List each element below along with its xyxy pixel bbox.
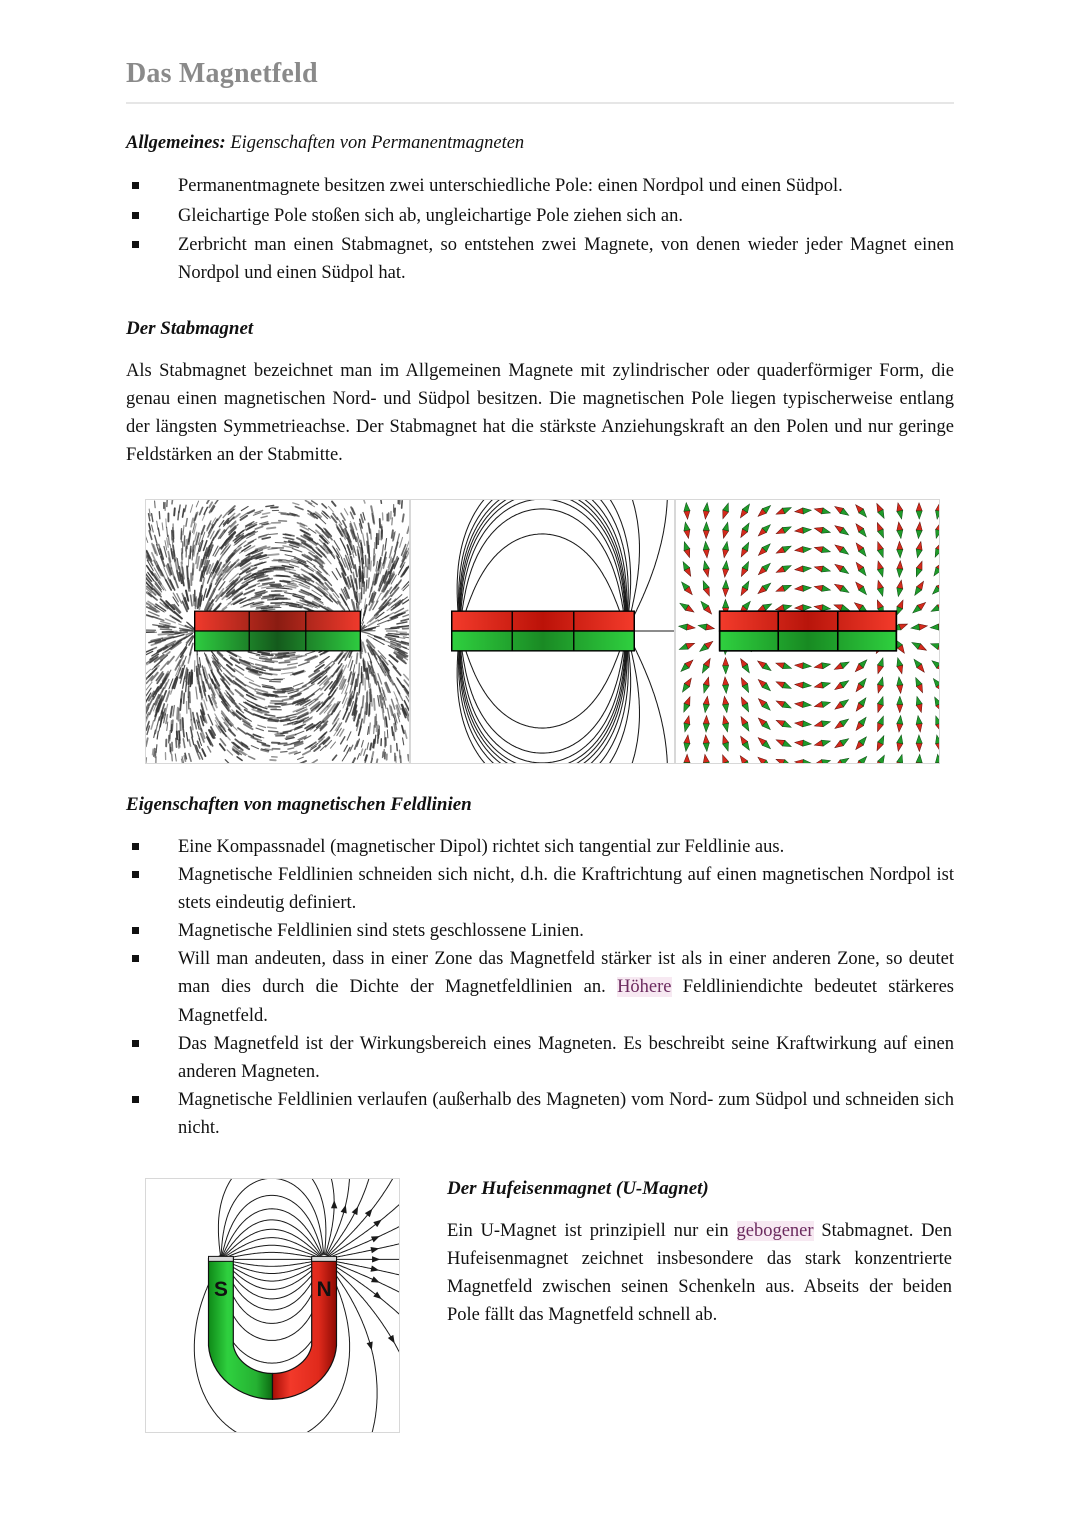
bullet-square-icon bbox=[132, 212, 139, 219]
list-item bbox=[126, 202, 954, 230]
text-run: Eine Kompassnadel (magnetischer Dipol) richtet sich tangential zur Feldlinie aus. bbox=[178, 836, 785, 857]
intro-bullet-list bbox=[126, 172, 954, 286]
figure-iron-filings bbox=[145, 499, 410, 764]
list-item-label: Gleichartige Pole stoßen sich ab, ungleichartige Pole ziehen sich an. bbox=[178, 205, 683, 226]
list-item bbox=[126, 172, 954, 200]
figure-compass-grid bbox=[675, 499, 940, 764]
horseshoe-label-north: N bbox=[316, 1278, 332, 1302]
list-item-label: Permanentmagnete besitzen zwei unterschiedliche Pole: einen Nordpol und einen Südpol. bbox=[178, 176, 843, 197]
bar-magnet-body bbox=[720, 611, 897, 651]
text-run: Stabmagnet. Den Hufeisenmagnet zeichnet insbesondere das stark konzentrierte Magnetfeld zwischen seinen Schenkeln aus. Abseits der beiden Pole fällt das Magnetfeld schnell ab. bbox=[447, 1220, 952, 1326]
text-run: Ein U-Magnet ist prinzipiell nur ein bbox=[447, 1220, 737, 1241]
text-run: Feldliniendichte bedeutet stärkeres Magnetfeld. bbox=[178, 977, 954, 1026]
list-item bbox=[126, 945, 954, 1029]
bullet-square-icon bbox=[132, 241, 139, 248]
hufeisen-paragraph bbox=[447, 1217, 952, 1329]
list-item bbox=[126, 1030, 954, 1086]
header-divider bbox=[126, 102, 954, 104]
bullet-square-icon bbox=[132, 843, 139, 850]
intro-lead-label: Allgemeines: bbox=[126, 133, 226, 154]
list-item-label: Zerbricht man einen Stabmagnet, so entstehen zwei Magnete, von denen wieder jeder Magnet einen Nordpol und einen Südpol hat. bbox=[178, 234, 954, 283]
horseshoe-label-south: S bbox=[213, 1278, 228, 1302]
text-run: Magnetische Feldlinien schneiden sich nicht, d.h. die Kraftrichtung auf einen magnetischen Nordpol ist stets eindeutig definiert. bbox=[178, 865, 954, 914]
section-heading-feldlinien: Eigenschaften von magnetischen Feldlinien bbox=[126, 794, 472, 816]
highlighted-text: Höhere bbox=[617, 977, 672, 998]
list-item bbox=[126, 861, 954, 917]
stabmagnet-paragraph: Als Stabmagnet bezeichnet man im Allgemeinen Magnete mit zylindrischer oder quaderförmiger Form, die genau einen magnetischen Nord- und Südpol besitzen. Die magnetischen Pole liegen typischerweise entlang der längsten Symmetrieachse. Der Stabmagnet hat die stärkste Anziehungskraft an den Polen und nur geringe Feldstärken an der Stabmitte. bbox=[126, 360, 954, 466]
hufeisen-text-column bbox=[447, 1178, 952, 1329]
list-item bbox=[126, 1086, 954, 1142]
figure-field-lines bbox=[410, 499, 675, 764]
figure-horseshoe-magnet bbox=[145, 1178, 400, 1433]
list-item bbox=[126, 833, 954, 861]
text-run: Magnetische Feldlinien verlaufen (außerhalb des Magneten) vom Nord- zum Südpol und schneiden sich nicht. bbox=[178, 1089, 954, 1139]
list-item bbox=[126, 917, 954, 945]
bullet-square-icon bbox=[132, 1040, 139, 1047]
intro-lead-rest: Eigenschaften von Permanentmagneten bbox=[225, 133, 525, 154]
bullet-square-icon bbox=[132, 955, 139, 962]
intro-lead bbox=[126, 130, 954, 156]
highlighted-text: gebogener bbox=[736, 1220, 814, 1241]
bar-magnet-figure-row bbox=[145, 499, 954, 764]
section-heading-hufeisen: Der Hufeisenmagnet (U-Magnet) bbox=[447, 1178, 709, 1200]
text-run: Das Magnetfeld ist der Wirkungsbereich eines Magneten. Es beschreibt seine Kraftwirkung auf einen anderen Magneten. bbox=[178, 1033, 954, 1082]
section-heading-stabmagnet: Der Stabmagnet bbox=[126, 317, 254, 339]
bullet-square-icon bbox=[132, 1096, 139, 1103]
bullet-square-icon bbox=[132, 182, 139, 189]
feldlinien-bullet-list bbox=[126, 833, 954, 1142]
list-item bbox=[126, 231, 954, 287]
text-run: Magnetische Feldlinien sind stets geschlossene Linien. bbox=[178, 921, 584, 942]
text-run: Will man andeuten, dass in einer Zone das Magnetfeld stärker ist als in einer anderen Zone, so deutet man dies durch die Dichte der Magnetfeldlinien an. bbox=[178, 949, 954, 998]
hufeisen-block bbox=[145, 1178, 954, 1433]
bullet-square-icon bbox=[132, 871, 139, 878]
bar-magnet-body bbox=[452, 611, 635, 651]
bullet-square-icon bbox=[132, 927, 139, 934]
page-title: Das Magnetfeld bbox=[126, 58, 318, 89]
bar-magnet-body bbox=[195, 611, 361, 651]
